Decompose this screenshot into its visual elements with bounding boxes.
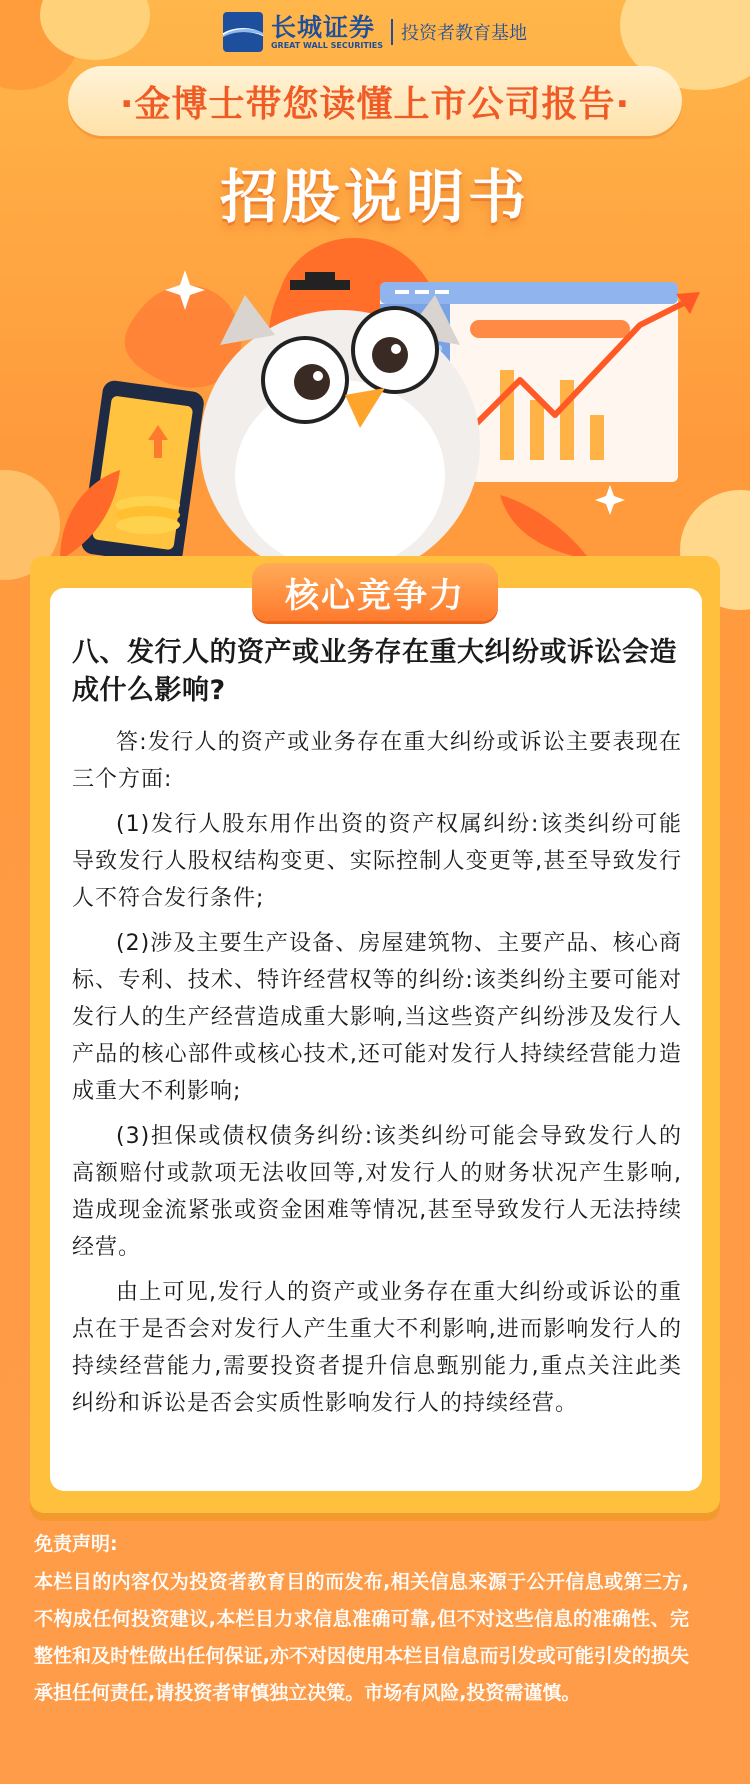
answer-point-1: (1)发行人股东用作出资的资产权属纠纷:该类纠纷可能导致发行人股权结构变更、实际控制人变更等,甚至导致发行人不符合发行条件; <box>72 812 682 911</box>
disclaimer-title: 免责声明: <box>34 1533 118 1555</box>
brand-name: 长城证券 <box>270 12 375 42</box>
brand-subtitle: 投资者教育基地 <box>401 23 528 44</box>
question-heading: 八、发行人的资产或业务存在重大纠纷或诉讼会造成什么影响? <box>72 637 677 706</box>
answer-intro: 答:发行人的资产或业务存在重大纠纷或诉讼主要表现在三个方面: <box>72 730 682 792</box>
hero-illustration <box>0 230 750 570</box>
disclaimer-body: 本栏目的内容仅为投资者教育目的而发布,相关信息来源于公开信息或第三方,不构成任何投资建议,本栏目力求信息准确可靠,但不对这些信息的准确性、完整性和及时性做出任何保证,亦不对因使用本栏目信息而引发或可能引发的损失承担任何责任,请投资者审慎独立决策。市场有风险,投资需谨慎。 <box>34 1571 689 1704</box>
section-tag <box>252 563 498 621</box>
article-content <box>72 634 682 1430</box>
brand-text <box>270 12 384 50</box>
series-banner-text: ·金博士带您读懂上市公司报告· <box>119 83 631 125</box>
brand-divider <box>391 19 393 45</box>
page-title: 招股说明书 <box>219 163 530 231</box>
leaf-icon <box>500 495 590 560</box>
series-banner <box>68 66 682 136</box>
owl-mascot-icon <box>200 272 480 570</box>
coins-icon <box>116 496 180 534</box>
brand-header <box>0 10 750 54</box>
brand-logo-icon <box>223 12 263 52</box>
answer-point-2: (2)涉及主要生产设备、房屋建筑物、主要产品、核心商标、专利、技术、特许经营权等的纠纷:该类纠纷主要可能对发行人的生产经营造成重大影响,当这些资产纠纷涉及发行人产品的核心部件或核心技术,还可能对发行人持续经营能力造成重大不利影响; <box>72 931 682 1104</box>
phone-icon <box>80 379 205 566</box>
disclaimer <box>34 1530 689 1712</box>
sparkle-icon <box>595 485 625 515</box>
answer-point-3: (3)担保或债权债务纠纷:该类纠纷可能会导致发行人的高额赔付或款项无法收回等,对发行人的财务状况产生影响,造成现金流紧张或资金困难等情况,甚至导致发行人无法持续经营。 <box>72 1124 682 1260</box>
brand-english: GREAT WALL SECURITIES <box>270 40 384 50</box>
section-tag-label: 核心竞争力 <box>285 575 465 616</box>
answer-conclusion: 由上可见,发行人的资产或业务存在重大纠纷或诉讼的重点在于是否会对发行人产生重大不利影响,进而影响发行人的持续经营能力,需要投资者提升信息甄别能力,重点关注此类纠纷和诉讼是否会实质性影响发行人的持续经营。 <box>72 1280 682 1416</box>
